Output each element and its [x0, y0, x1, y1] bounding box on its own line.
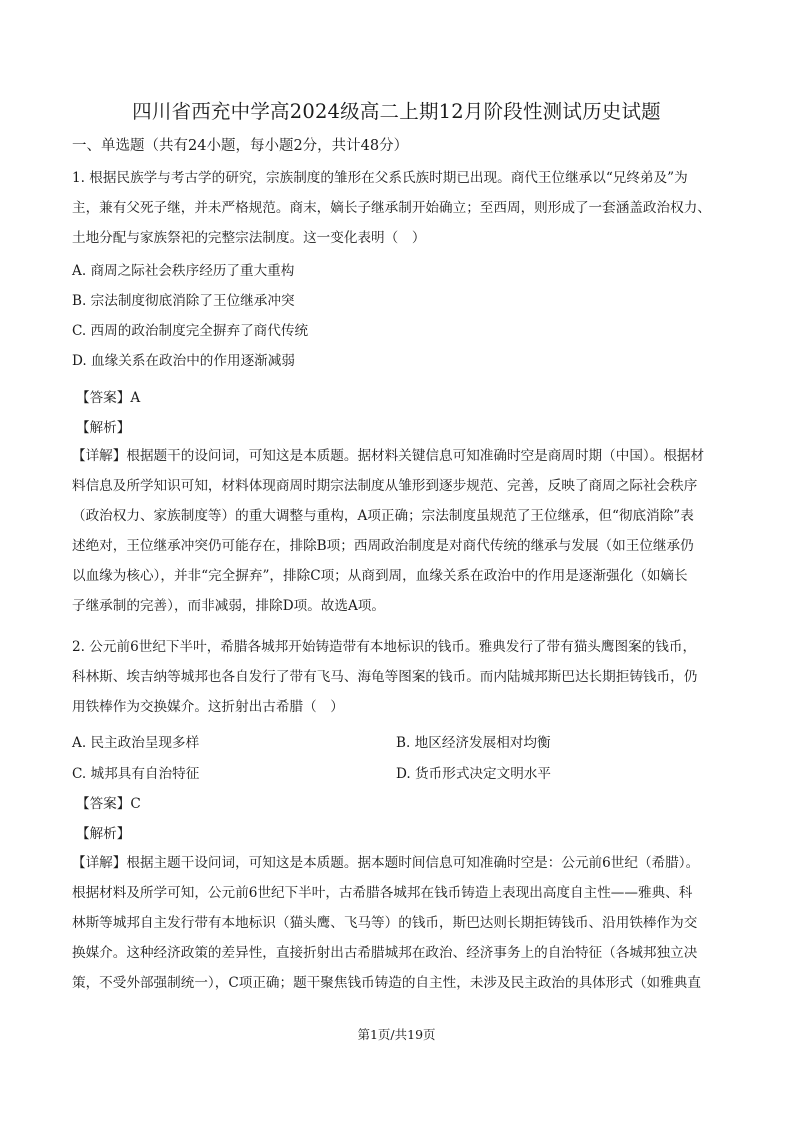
option-b: B. 宗法制度彻底消除了王位继承冲突: [72, 293, 295, 309]
option-c: C. 城邦具有自治特征: [72, 766, 200, 782]
page-footer: 第1页/共19页: [357, 1027, 436, 1042]
page-title: 四川省西充中学高2024级高二上期12月阶段性测试历史试题: [132, 100, 661, 123]
detail-line: 策，不受外部强制统一），C项正确；题干聚焦钱币铸造的自主性，未涉及民主政治的具体形式（如雅典直: [72, 975, 701, 991]
question-1-detail: [72, 441, 724, 621]
detail-line: 换媒介。这种经济政策的差异性，直接折射出古希腊城邦在政治、经济事务上的自治特征（各城邦独立决: [72, 945, 698, 961]
stem-line: 用铁棒作为交换媒介。这折射出古希腊（ ）: [72, 699, 344, 715]
option-d: D. 货币形式决定文明水平: [396, 766, 551, 782]
analysis-label: 【解析】: [76, 826, 131, 842]
stem-line: 主，兼有父死子继，并未严格规范。商末，嫡长子继承制开始确立；至西周，则形成了一套涵盖政治权力、: [72, 200, 711, 216]
option-b: B. 地区经济发展相对均衡: [396, 735, 551, 751]
detail-line: （政治权力、家族制度等）的重大调整与重构，A项正确；宗法制度虽规范了王位继承，但“彻底消除”表: [72, 508, 694, 524]
detail-line: 根据材料及所学可知，公元前6世纪下半叶，古希腊各城邦在钱币铸造上表现出高度自主性——雅典、科: [72, 885, 693, 901]
question-2-detail: [72, 848, 724, 998]
stem-line: 1. 根据民族学与考古学的研究，宗族制度的雏形在父系氏族时期已出现。商代王位继承以“兄终弟及”为: [72, 170, 688, 186]
question-1-stem: [72, 163, 724, 253]
answer-label: 【答案】A: [76, 390, 141, 406]
detail-line: 料信息及所学知识可知，材料体现商周时期宗法制度从雏形到逐步规范、完善，反映了商周之际社会秩序: [72, 478, 698, 494]
analysis-label: 【解析】: [76, 420, 131, 436]
section-heading: 一、单选题（共有24小题，每小题2分，共计48分）: [72, 138, 409, 154]
detail-line: 述绝对，王位继承冲突仍可能存在，排除B项；西周政治制度是对商代传统的继承与发展（如王位继承仍: [72, 538, 694, 554]
answer-label: 【答案】C: [76, 796, 141, 812]
detail-line: 【详解】根据主题干设问词，可知这是本质题。据本题时间信息可知准确时空是：公元前6世纪（希腊）。: [72, 855, 700, 871]
stem-line: 科林斯、埃吉纳等城邦也各自发行了带有飞马、海龟等图案的钱币。而内陆城邦斯巴达长期拒铸钱币，仍: [72, 669, 698, 685]
detail-line: 以血缘为核心），并非“完全摒弃”，排除C项；从商到周，血缘关系在政治中的作用是逐渐强化（如嫡长: [72, 568, 688, 584]
question-1-options: [72, 256, 724, 376]
stem-line: 土地分配与家族祭祀的完整宗法制度。这一变化表明（ ）: [72, 230, 426, 246]
detail-line: 林斯等城邦自主发行带有本地标识（猫头鹰、飞马等）的钱币，斯巴达则长期拒铸钱币、沿用铁棒作为交: [72, 915, 698, 931]
detail-line: 【详解】根据题干的设问词，可知这是本质题。据材料关键信息可知准确时空是商周时期（中国）。根据材: [72, 448, 705, 464]
question-2-stem: [72, 632, 724, 722]
option-d: D. 血缘关系在政治中的作用逐渐减弱: [72, 353, 295, 369]
option-a: A. 民主政治呈现多样: [72, 735, 200, 751]
detail-line: 子继承制的完善），而非减弱，排除D项。故选A项。: [72, 598, 385, 614]
option-a: A. 商周之际社会秩序经历了重大重构: [72, 263, 295, 279]
option-c: C. 西周的政治制度完全摒弃了商代传统: [72, 323, 309, 339]
stem-line: 2. 公元前6世纪下半叶，希腊各城邦开始铸造带有本地标识的钱币。雅典发行了带有猫头鹰图案的钱币，: [72, 639, 697, 655]
